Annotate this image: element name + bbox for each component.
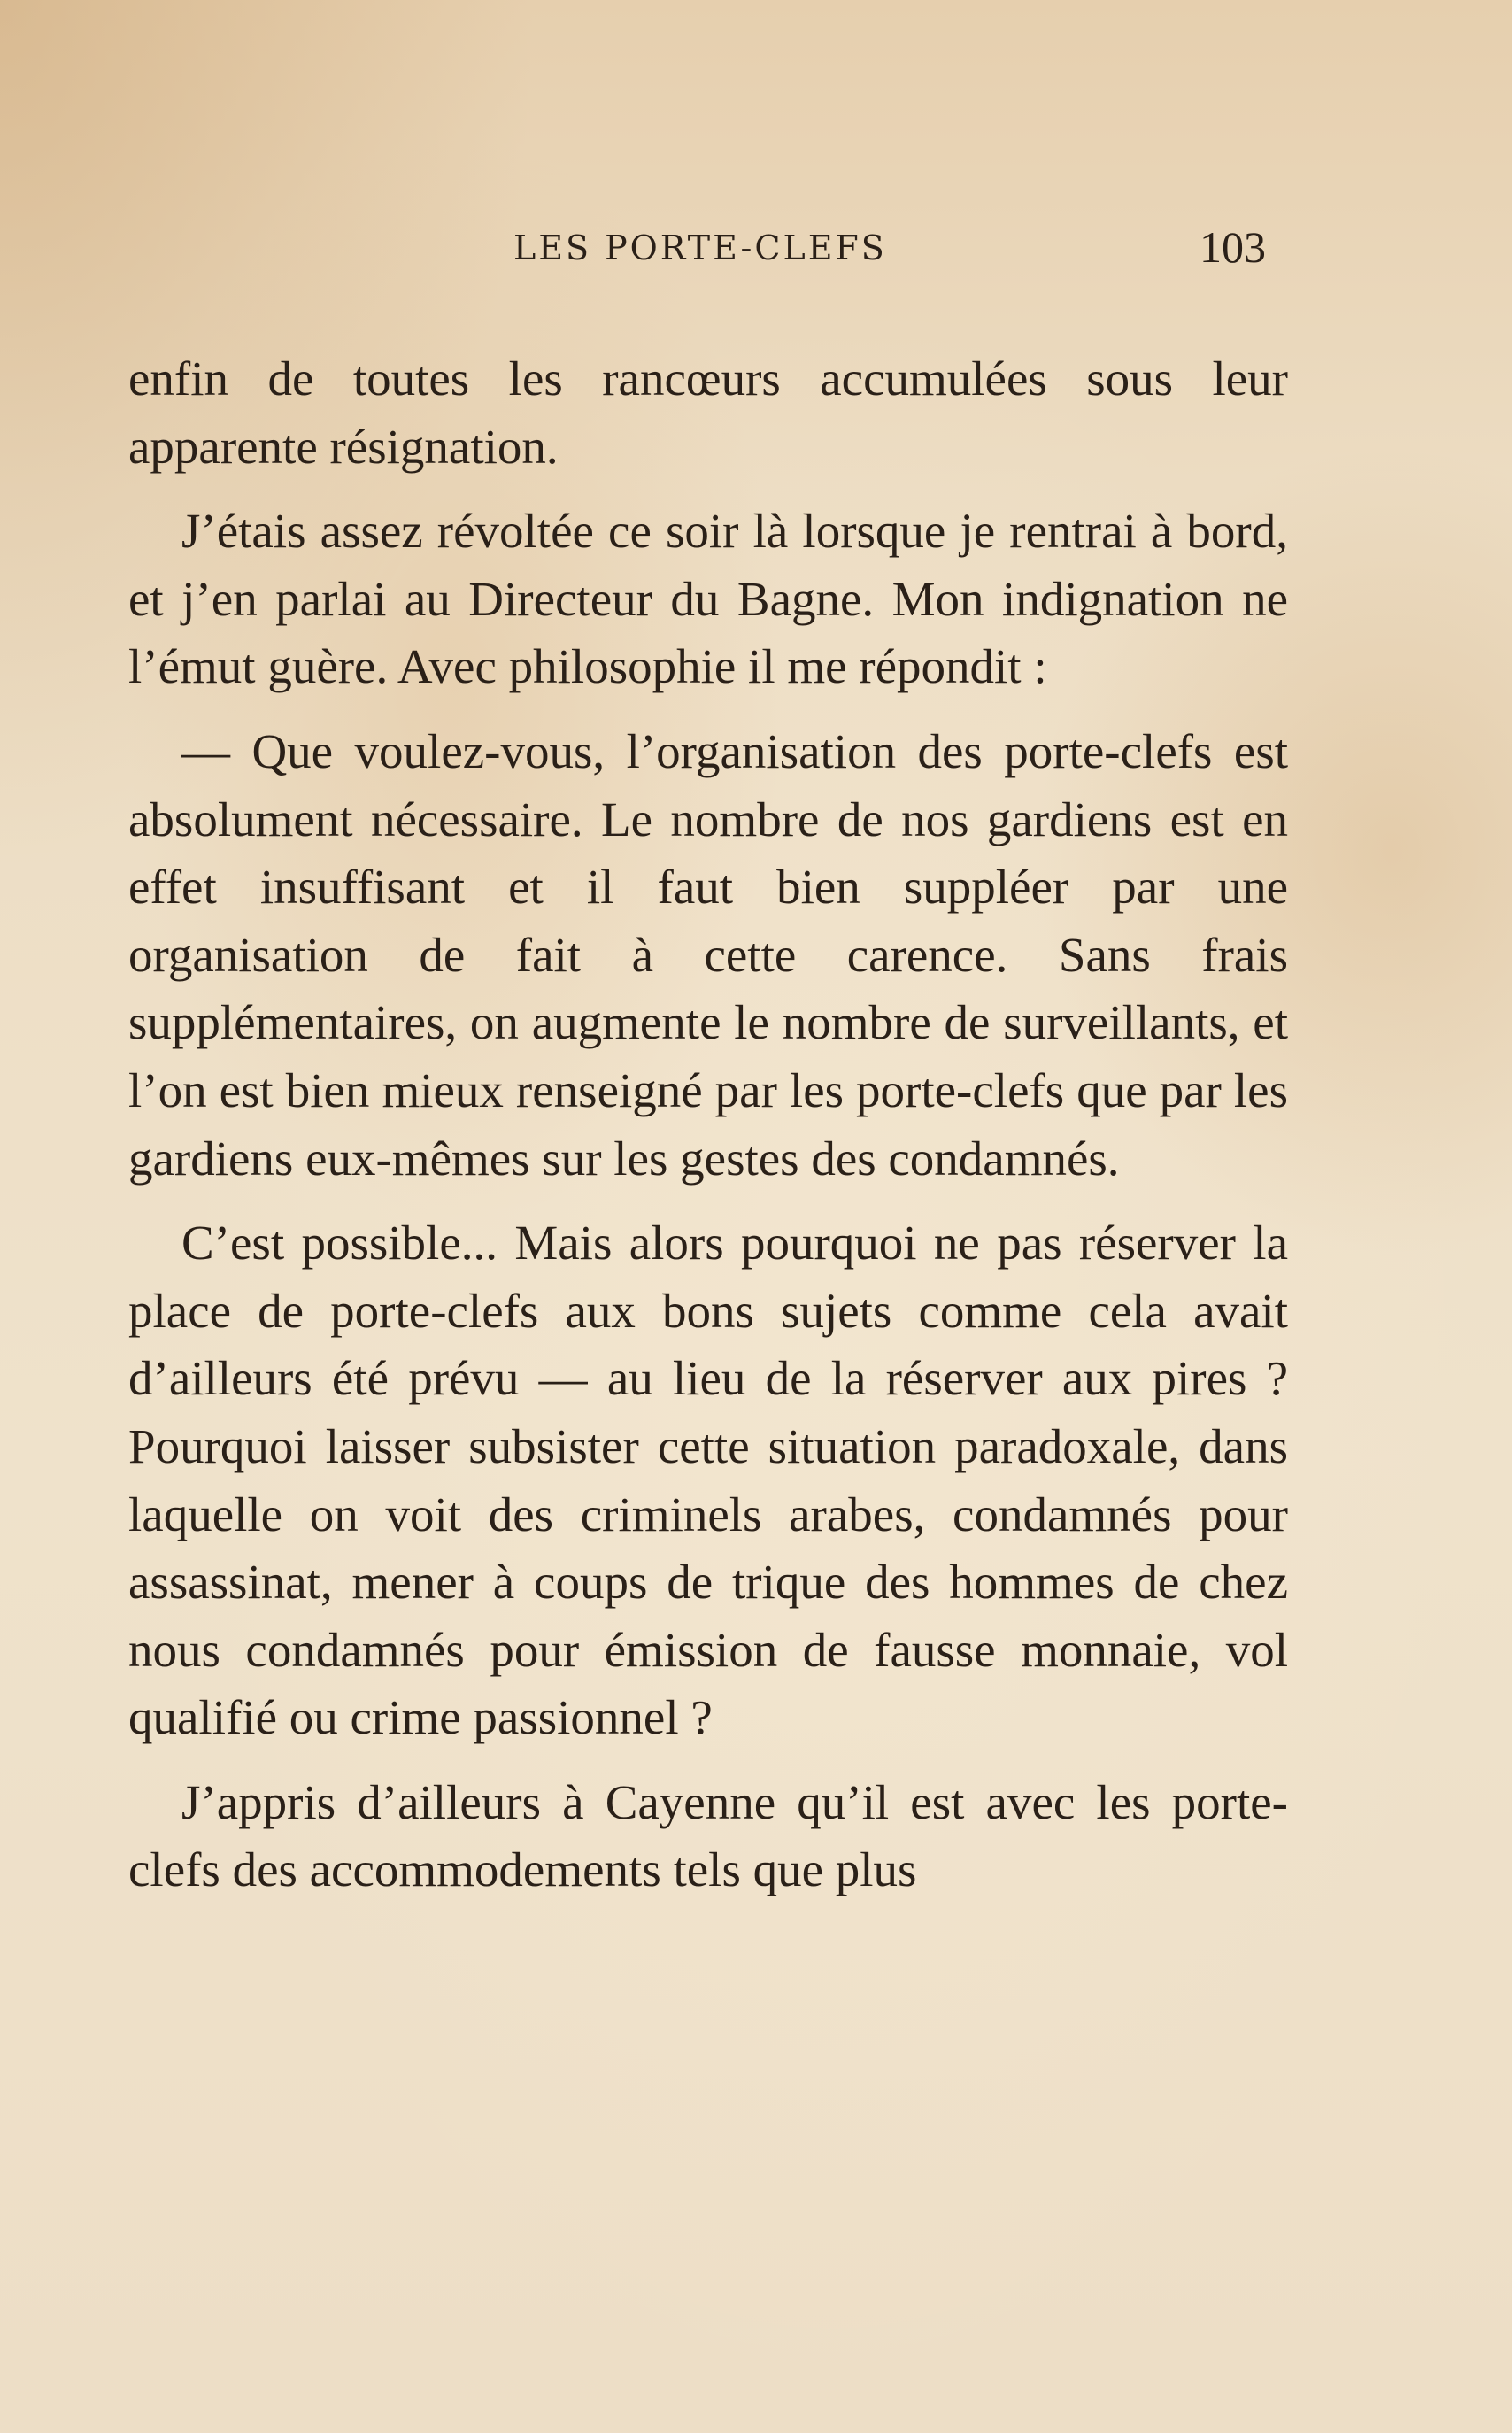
page-number: 103 [1200,222,1266,272]
paragraph: C’est possible... Mais alors pourquoi ne pas réserver la place de porte-clefs aux bons sujets comme cela avait d’ailleurs été prévu — au lieu de la réserver aux pires ? Pourquoi laisser subsister cette situation paradoxale, dans laquelle on voit des criminels arabes, condamnés pour assassinat, mener à coups de trique des hommes de chez nous condamnés pour émission de fausse monnaie, vol qualifié ou crime passionnel ? [128,1216,1288,1745]
body-text [128,345,1288,1921]
paragraph: enfin de toutes les rancœurs accumulées sous leur apparente résignation. [128,351,1288,474]
paragraph: J’appris d’ailleurs à Cayenne qu’il est avec les porte-clefs des accommodements tels que plus [128,1774,1288,1897]
paragraph: J’étais assez révoltée ce soir là lorsque je rentrai à bord, et j’en parlai au Directeur du Bagne. Mon indignation ne l’émut guère. Avec philosophie il me répondit : [128,504,1288,694]
paragraph: — Que voulez-vous, l’organisation des porte-clefs est absolument nécessaire. Le nombre de nos gardiens est en effet insuffisant et il faut bien suppléer par une organisation de fait à cette carence. Sans frais supplémentaires, on augmente le nombre de surveillants, et l’on est bien mieux renseigné par les porte-clefs que par les gardiens eux-mêmes sur les gestes des condamnés. [128,723,1288,1186]
running-title: LES PORTE-CLEFS [513,228,887,267]
page-header [133,221,1275,274]
